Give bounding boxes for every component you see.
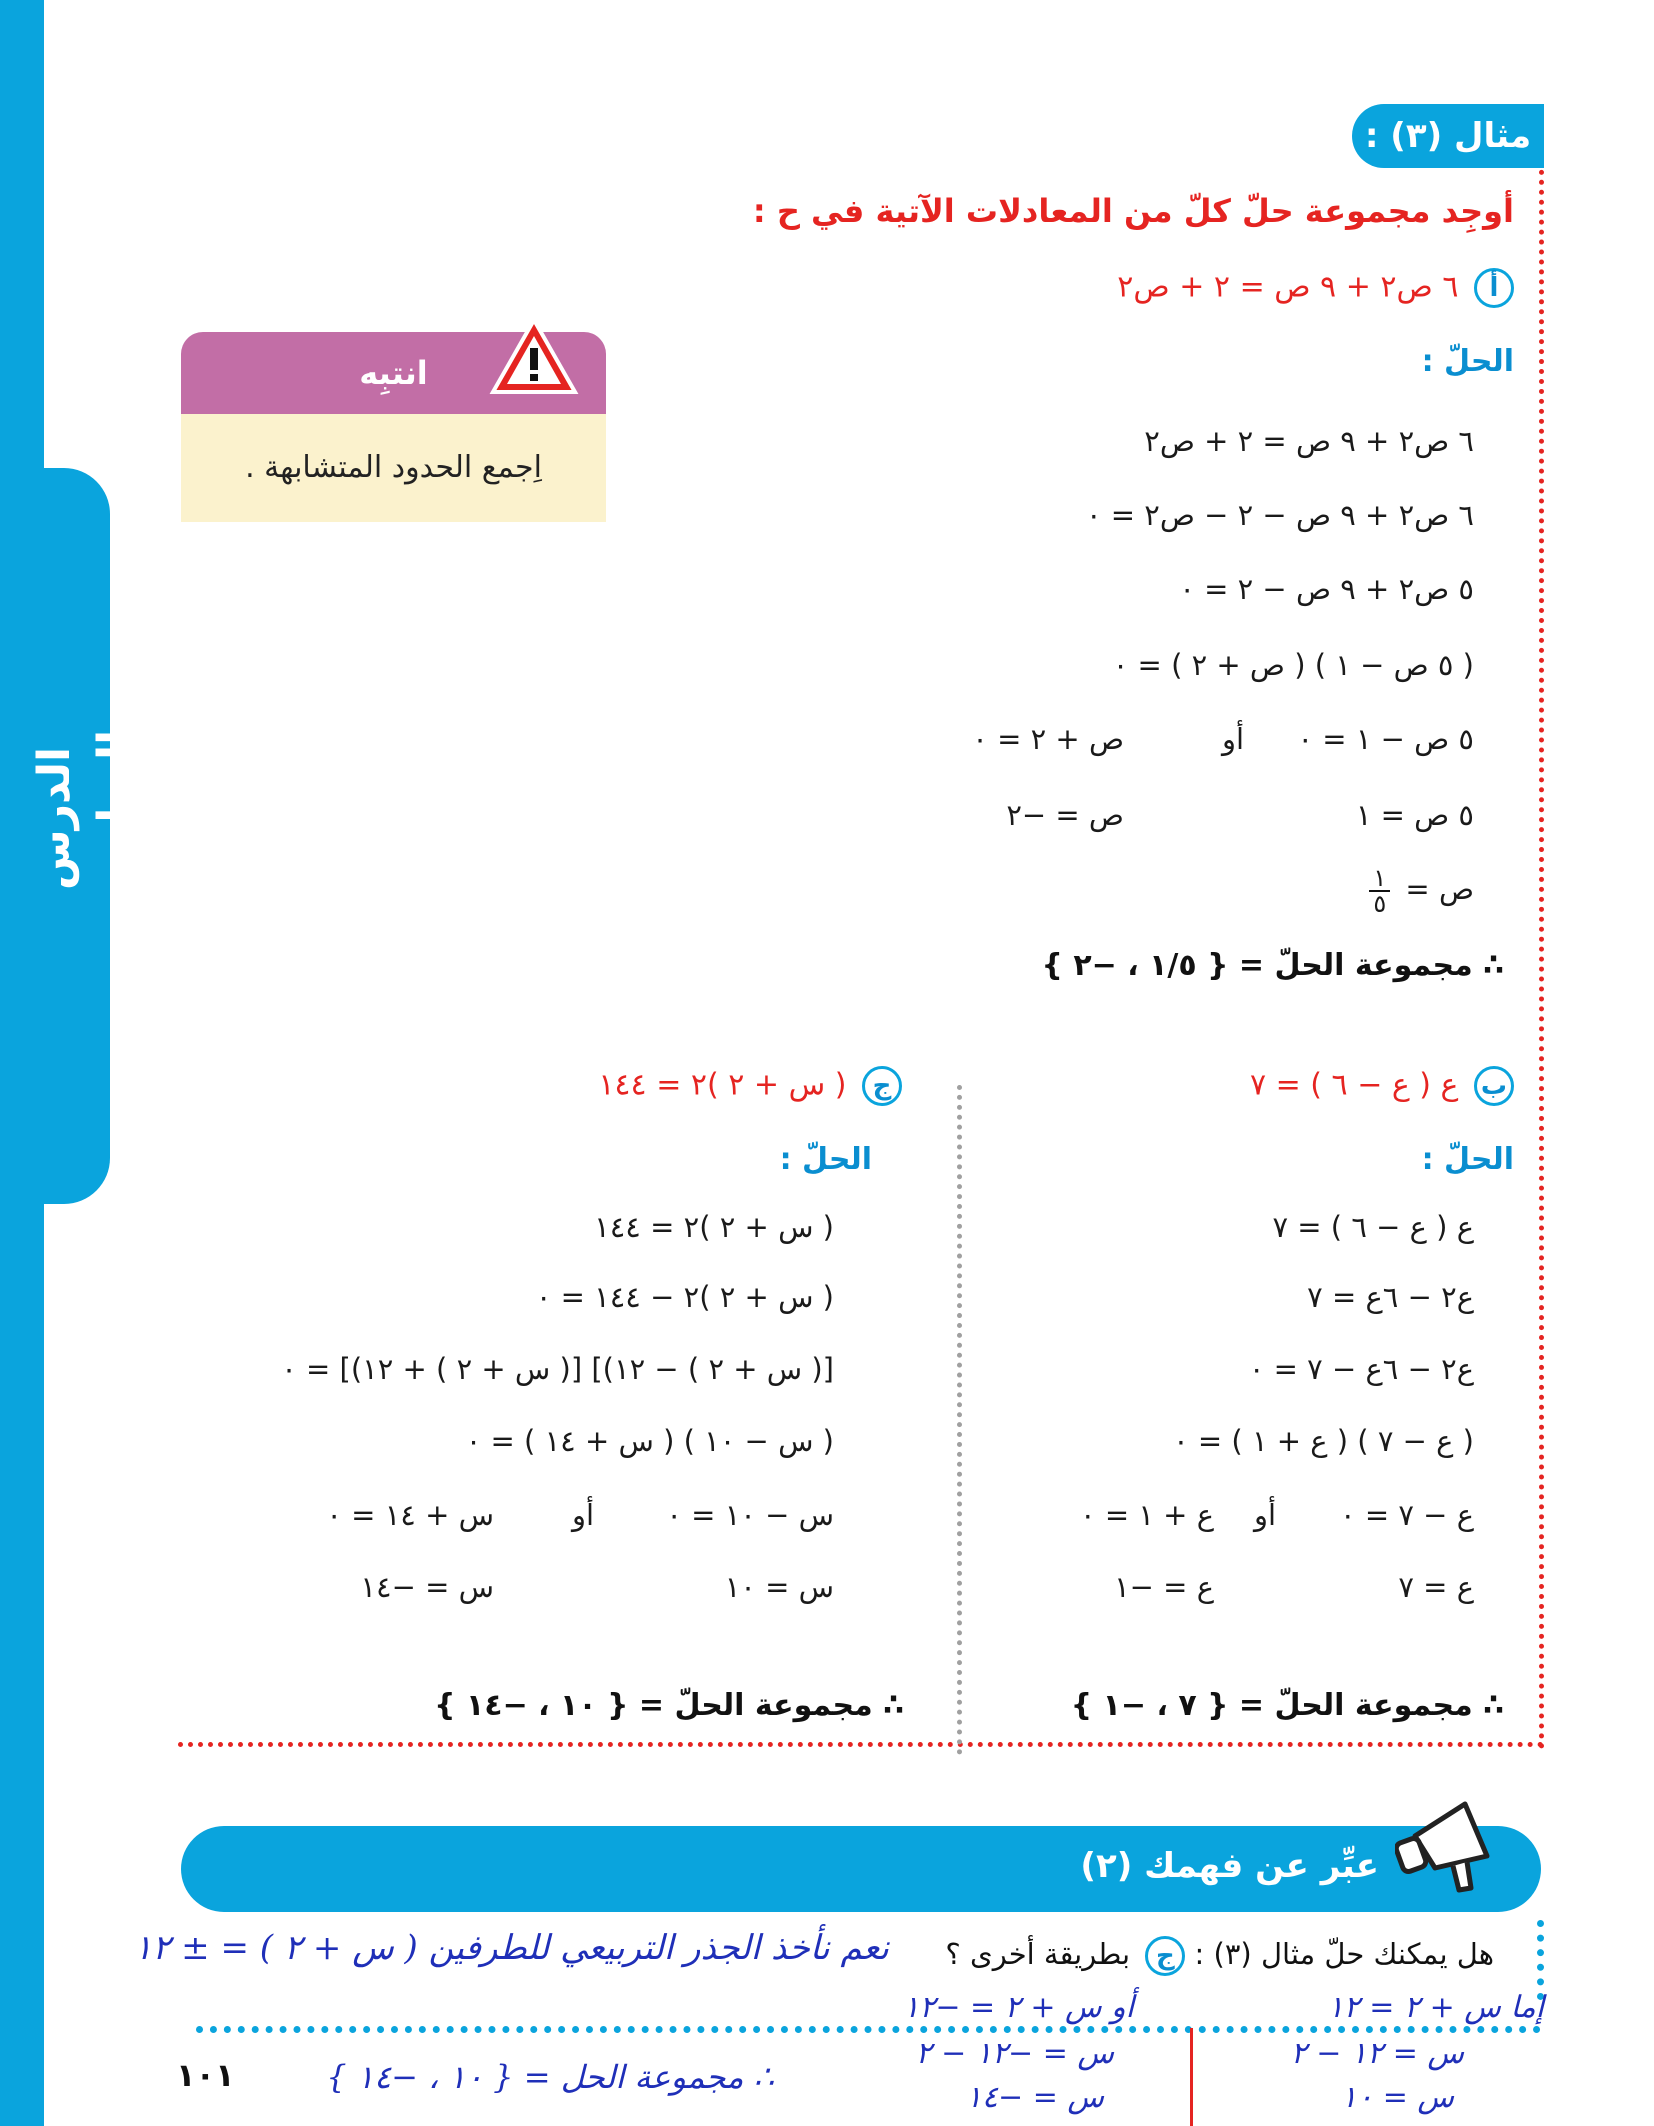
- warning-icon: [489, 316, 579, 396]
- part-c-step: س = ١٠: [724, 1570, 834, 1604]
- megaphone-icon: [1395, 1796, 1505, 1896]
- part-c-solution-heading: الحلّ :: [779, 1142, 872, 1177]
- part-b-result: [1071, 1688, 1504, 1723]
- part-a-equation: ٦ ص٢ + ٩ ص = ٢ + ص٢: [1117, 269, 1459, 305]
- part-a-step: ٦ ص٢ + ٩ ص − ٢ − ص٢ = ٠: [1085, 498, 1474, 532]
- handwritten-answer-step: س = −١٢ − ٢: [915, 2036, 1114, 2071]
- part-b-step: ع ( ع − ٦ ) = ٧: [1272, 1210, 1474, 1244]
- part-b-equation: ع ( ع − ٦ ) = ٧: [1249, 1067, 1459, 1103]
- part-a-step: ( ٥ ص − ١ ) ( ص + ٢ ) = ٠: [1112, 648, 1474, 682]
- part-b-step: ( ع − ٧ ) ( ع + ١ ) = ٠: [1173, 1424, 1474, 1458]
- part-a-step: ٥ ص − ١ = ٠: [1297, 722, 1474, 756]
- part-c-step: س − ١٠ = ٠: [666, 1498, 834, 1532]
- column-divider: [957, 1085, 962, 1755]
- part-b-step: ع = −١: [1114, 1570, 1214, 1604]
- attention-note-title: انتبِه: [181, 332, 606, 414]
- part-b-step: ع٢ − ٦ع = ٧: [1307, 1280, 1474, 1314]
- part-c-step: ( س + ٢ )٢ − ١٤٤ = ٠: [535, 1280, 834, 1314]
- part-b-step: ع + ١ = ٠: [1080, 1498, 1214, 1532]
- part-a-result-prefix: ∴ مجموعة الحلّ =: [1238, 948, 1504, 983]
- part-a-step: ص = −٢: [1006, 798, 1124, 832]
- part-a-step: ٥ ص٢ + ٩ ص − ٢ = ٠: [1179, 572, 1474, 606]
- part-c-step: [( س + ٢ ) − ١٢)] [( س + ٢ ) + ١٢)] = ٠: [281, 1352, 834, 1386]
- fraction-numerator: ١: [1369, 866, 1390, 892]
- part-c-or: أو: [571, 1498, 594, 1532]
- understand-dotted-border-right: [1537, 1920, 1544, 2000]
- handwritten-answer-step: س = ١٢ − ٢: [1290, 2036, 1464, 2071]
- part-a-result: [1042, 948, 1504, 983]
- part-a-header: [1117, 268, 1514, 308]
- understand-question-prefix: هل يمكنك حلّ مثال (٣) :: [1194, 1937, 1494, 1971]
- page-number: ١٠١: [176, 2056, 235, 2094]
- example-bottom-border: [178, 1742, 1544, 1747]
- part-c-step: س + ١٤ = ٠: [326, 1498, 494, 1532]
- understand-question-suffix: بطريقة أخرى ؟: [945, 1937, 1131, 1971]
- handwritten-answer-step: س = −١٤: [965, 2080, 1104, 2115]
- part-a-result-set: { ١/٥ ، −٢ }: [1041, 948, 1229, 983]
- part-c-equation: ( س + ٢ )٢ = ١٤٤: [598, 1067, 847, 1103]
- fraction-denominator: ٥: [1373, 890, 1387, 918]
- part-b-step: ع٢ − ٦ع − ٧ = ٠: [1248, 1352, 1474, 1386]
- part-b-label: ب: [1474, 1066, 1514, 1106]
- part-a-step: ٦ ص٢ + ٩ ص = ٢ + ص٢: [1144, 424, 1474, 458]
- part-a-fraction-step: [1363, 866, 1474, 916]
- part-b-step: ع − ٧ = ٠: [1340, 1498, 1474, 1532]
- fraction: [1369, 866, 1390, 916]
- handwritten-answer-case1: إما س + ٢ = ١٢: [1327, 1990, 1544, 2025]
- part-c-step: ( س + ٢ )٢ = ١٤٤: [594, 1210, 834, 1244]
- part-a-step: ص + ٢ = ٠: [972, 722, 1124, 756]
- part-c-header: [598, 1066, 902, 1106]
- part-c-step: ( س − ١٠ ) ( س + ١٤ ) = ٠: [465, 1424, 834, 1458]
- part-c-result: [434, 1688, 904, 1723]
- part-a-step: ص =: [1405, 872, 1474, 906]
- handwritten-answer-case2: أو س + ٢ = −١٢: [903, 1990, 1134, 2025]
- part-c-result-set: { ١٠ ، −١٤ }: [434, 1688, 629, 1723]
- part-c-step: س = −١٤: [360, 1570, 494, 1604]
- understand-question: [945, 1936, 1494, 1976]
- part-b-result-set: { ٧ ، −١ }: [1070, 1688, 1229, 1723]
- part-c-label: ج: [862, 1066, 902, 1106]
- part-b-step: ع = ٧: [1398, 1570, 1474, 1604]
- understand-dotted-line: [196, 2026, 1541, 2033]
- part-b-or: أو: [1253, 1498, 1276, 1532]
- handwritten-answer-step: س = ١٠: [1340, 2080, 1454, 2115]
- part-a-label: أ: [1474, 268, 1514, 308]
- understand-title: عبِّر عن فهمك (٢): [1080, 1846, 1379, 1886]
- example-instruction: أوجِد مجموعة حلّ كلّ من المعادلات الآتية في ح :: [752, 192, 1514, 230]
- part-a-step: ٥ ص = ١: [1355, 798, 1474, 832]
- part-b-result-prefix: ∴ مجموعة الحلّ =: [1238, 1688, 1504, 1723]
- part-c-result-prefix: ∴ مجموعة الحلّ =: [638, 1688, 904, 1723]
- part-a-or: أو: [1221, 722, 1244, 756]
- attention-note-body: اِجمع الحدود المتشابهة .: [181, 414, 606, 522]
- margin-red-rule: [1190, 2028, 1193, 2126]
- part-b-header: [1250, 1066, 1514, 1106]
- lesson-side-tab-label: الدرس السادس: [29, 729, 140, 907]
- part-a-solution-heading: الحلّ :: [1421, 344, 1514, 379]
- attention-note: [181, 332, 606, 522]
- understand-question-label: ج: [1145, 1936, 1185, 1976]
- example-badge: مثال (٣) :: [1352, 104, 1544, 168]
- part-b-solution-heading: الحلّ :: [1421, 1142, 1514, 1177]
- handwritten-answer-line1: نعم نأخذ الجذر التربيعي للطرفين ( س + ٢ ) = ± ١٢: [133, 1928, 889, 1968]
- handwritten-answer-result: ∴ مجموعة الحل = { ١٠ ، −١٤ }: [326, 2058, 774, 2096]
